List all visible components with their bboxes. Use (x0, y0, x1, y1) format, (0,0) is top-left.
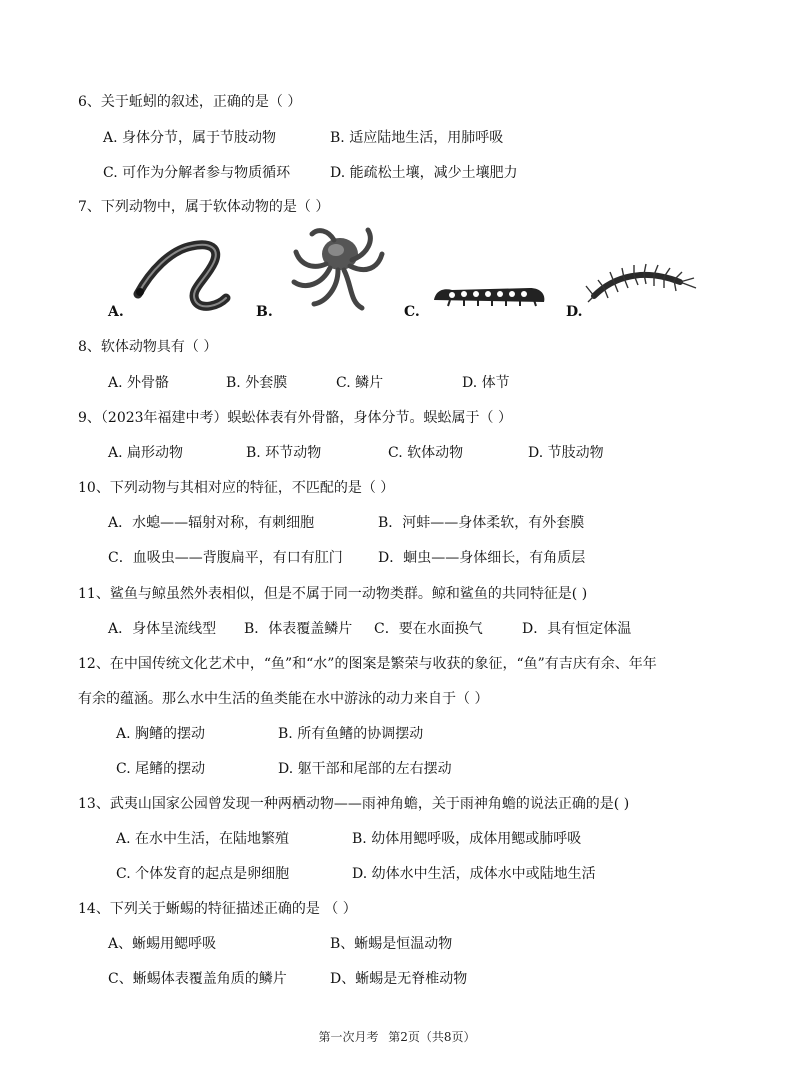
q14-option-c: C、蜥蜴体表覆盖角质的鳞片 (108, 971, 287, 987)
question-10-stem: 10、下列动物与其相对应的特征，不匹配的是（ ） (78, 480, 395, 496)
footer-exam-name: 第一次月考 (318, 1030, 379, 1044)
q6-option-b: B. 适应陆地生活，用肺呼吸 (330, 130, 504, 146)
q14-option-b: B、蜥蜴是恒温动物 (330, 936, 453, 952)
q13-option-d: D. 幼体水中生活，成体水中或陆地生活 (352, 866, 596, 882)
q9-option-a: A. 扁形动物 (108, 445, 184, 461)
q10-option-c: C．血吸虫——背腹扁平，有口有肛门 (108, 550, 343, 566)
q13-option-a: A. 在水中生活，在陆地繁殖 (116, 831, 290, 847)
q12-option-b: B. 所有鱼鳍的协调摆动 (278, 726, 424, 742)
question-9-stem: 9、（2023年福建中考）蜈蚣体表有外骨骼，身体分节。蜈蚣属于（ ） (78, 410, 512, 426)
caterpillar-image (430, 280, 548, 308)
q10-option-a: A．水螅——辐射对称，有刺细胞 (108, 515, 315, 531)
q9-option-b: B. 环节动物 (246, 445, 322, 461)
q11-option-b: B．体表覆盖鳞片 (244, 621, 353, 637)
q7-label-a: A. (108, 304, 124, 320)
q11-option-c: C．要在水面换气 (374, 621, 483, 637)
q11-option-d: D．具有恒定体温 (522, 621, 632, 637)
page-footer (0, 1028, 794, 1045)
question-12-stem-line-2: 有余的蕴涵。那么水中生活的鱼类能在水中游泳的动力来自于（ ） (78, 691, 489, 707)
question-14-stem: 14、下列关于蜥蜴的特征描述正确的是 （ ） (78, 901, 357, 917)
question-11-stem: 11、鲨鱼与鲸虽然外表相似，但是不属于同一动物类群。鲸和鲨鱼的共同特征是( ) (78, 586, 588, 602)
octopus-image (282, 224, 392, 312)
q13-option-b: B. 幼体用鳃呼吸，成体用鳃或肺呼吸 (352, 831, 582, 847)
question-12-stem-line-1: 12、在中国传统文化艺术中，“鱼”和“水”的图案是繁荣与收获的象征，“鱼”有吉庆有余、年年 (78, 656, 657, 672)
q6-option-a: A. 身体分节，属于节肢动物 (103, 130, 277, 146)
q10-option-b: B．河蚌——身体柔软，有外套膜 (378, 515, 585, 531)
q8-option-c: C. 鳞片 (336, 375, 384, 391)
question-6-stem: 6、关于蚯蚓的叙述，正确的是（ ） (78, 94, 302, 110)
q9-option-d: D. 节肢动物 (528, 445, 604, 461)
q7-label-d: D. (566, 304, 583, 320)
q14-option-d: D、蜥蜴是无脊椎动物 (330, 971, 468, 987)
q6-option-d: D. 能疏松土壤，减少土壤肥力 (330, 165, 518, 181)
question-7-stem: 7、下列动物中，属于软体动物的是（ ） (78, 199, 330, 215)
q7-label-c: C. (404, 304, 420, 320)
q8-option-b: B. 外套膜 (226, 375, 288, 391)
q8-option-d: D. 体节 (462, 375, 510, 391)
q9-option-c: C. 软体动物 (388, 445, 464, 461)
q12-option-d: D. 躯干部和尾部的左右摆动 (278, 761, 452, 777)
q6-option-c: C. 可作为分解者参与物质循环 (103, 165, 291, 181)
q14-option-a: A、蜥蜴用鳃呼吸 (108, 936, 217, 952)
q11-option-a: A．身体呈流线型 (108, 621, 217, 637)
q8-option-a: A. 外骨骼 (108, 375, 170, 391)
eel-image (130, 232, 240, 312)
q10-option-d: D．蛔虫——身体细长，有角质层 (378, 550, 586, 566)
q7-label-b: B. (256, 304, 273, 320)
q13-option-c: C. 个体发育的起点是卵细胞 (116, 866, 290, 882)
q12-option-a: A. 胸鳍的摆动 (116, 726, 206, 742)
centipede-image (584, 256, 700, 306)
q12-option-c: C. 尾鳍的摆动 (116, 761, 206, 777)
question-13-stem: 13、武夷山国家公园曾发现一种两栖动物——雨神角蟾，关于雨神角蟾的说法正确的是( ) (78, 796, 630, 812)
footer-page-number: 第2页（共8页） (388, 1030, 476, 1044)
question-8-stem: 8、软体动物具有（ ） (78, 339, 218, 355)
